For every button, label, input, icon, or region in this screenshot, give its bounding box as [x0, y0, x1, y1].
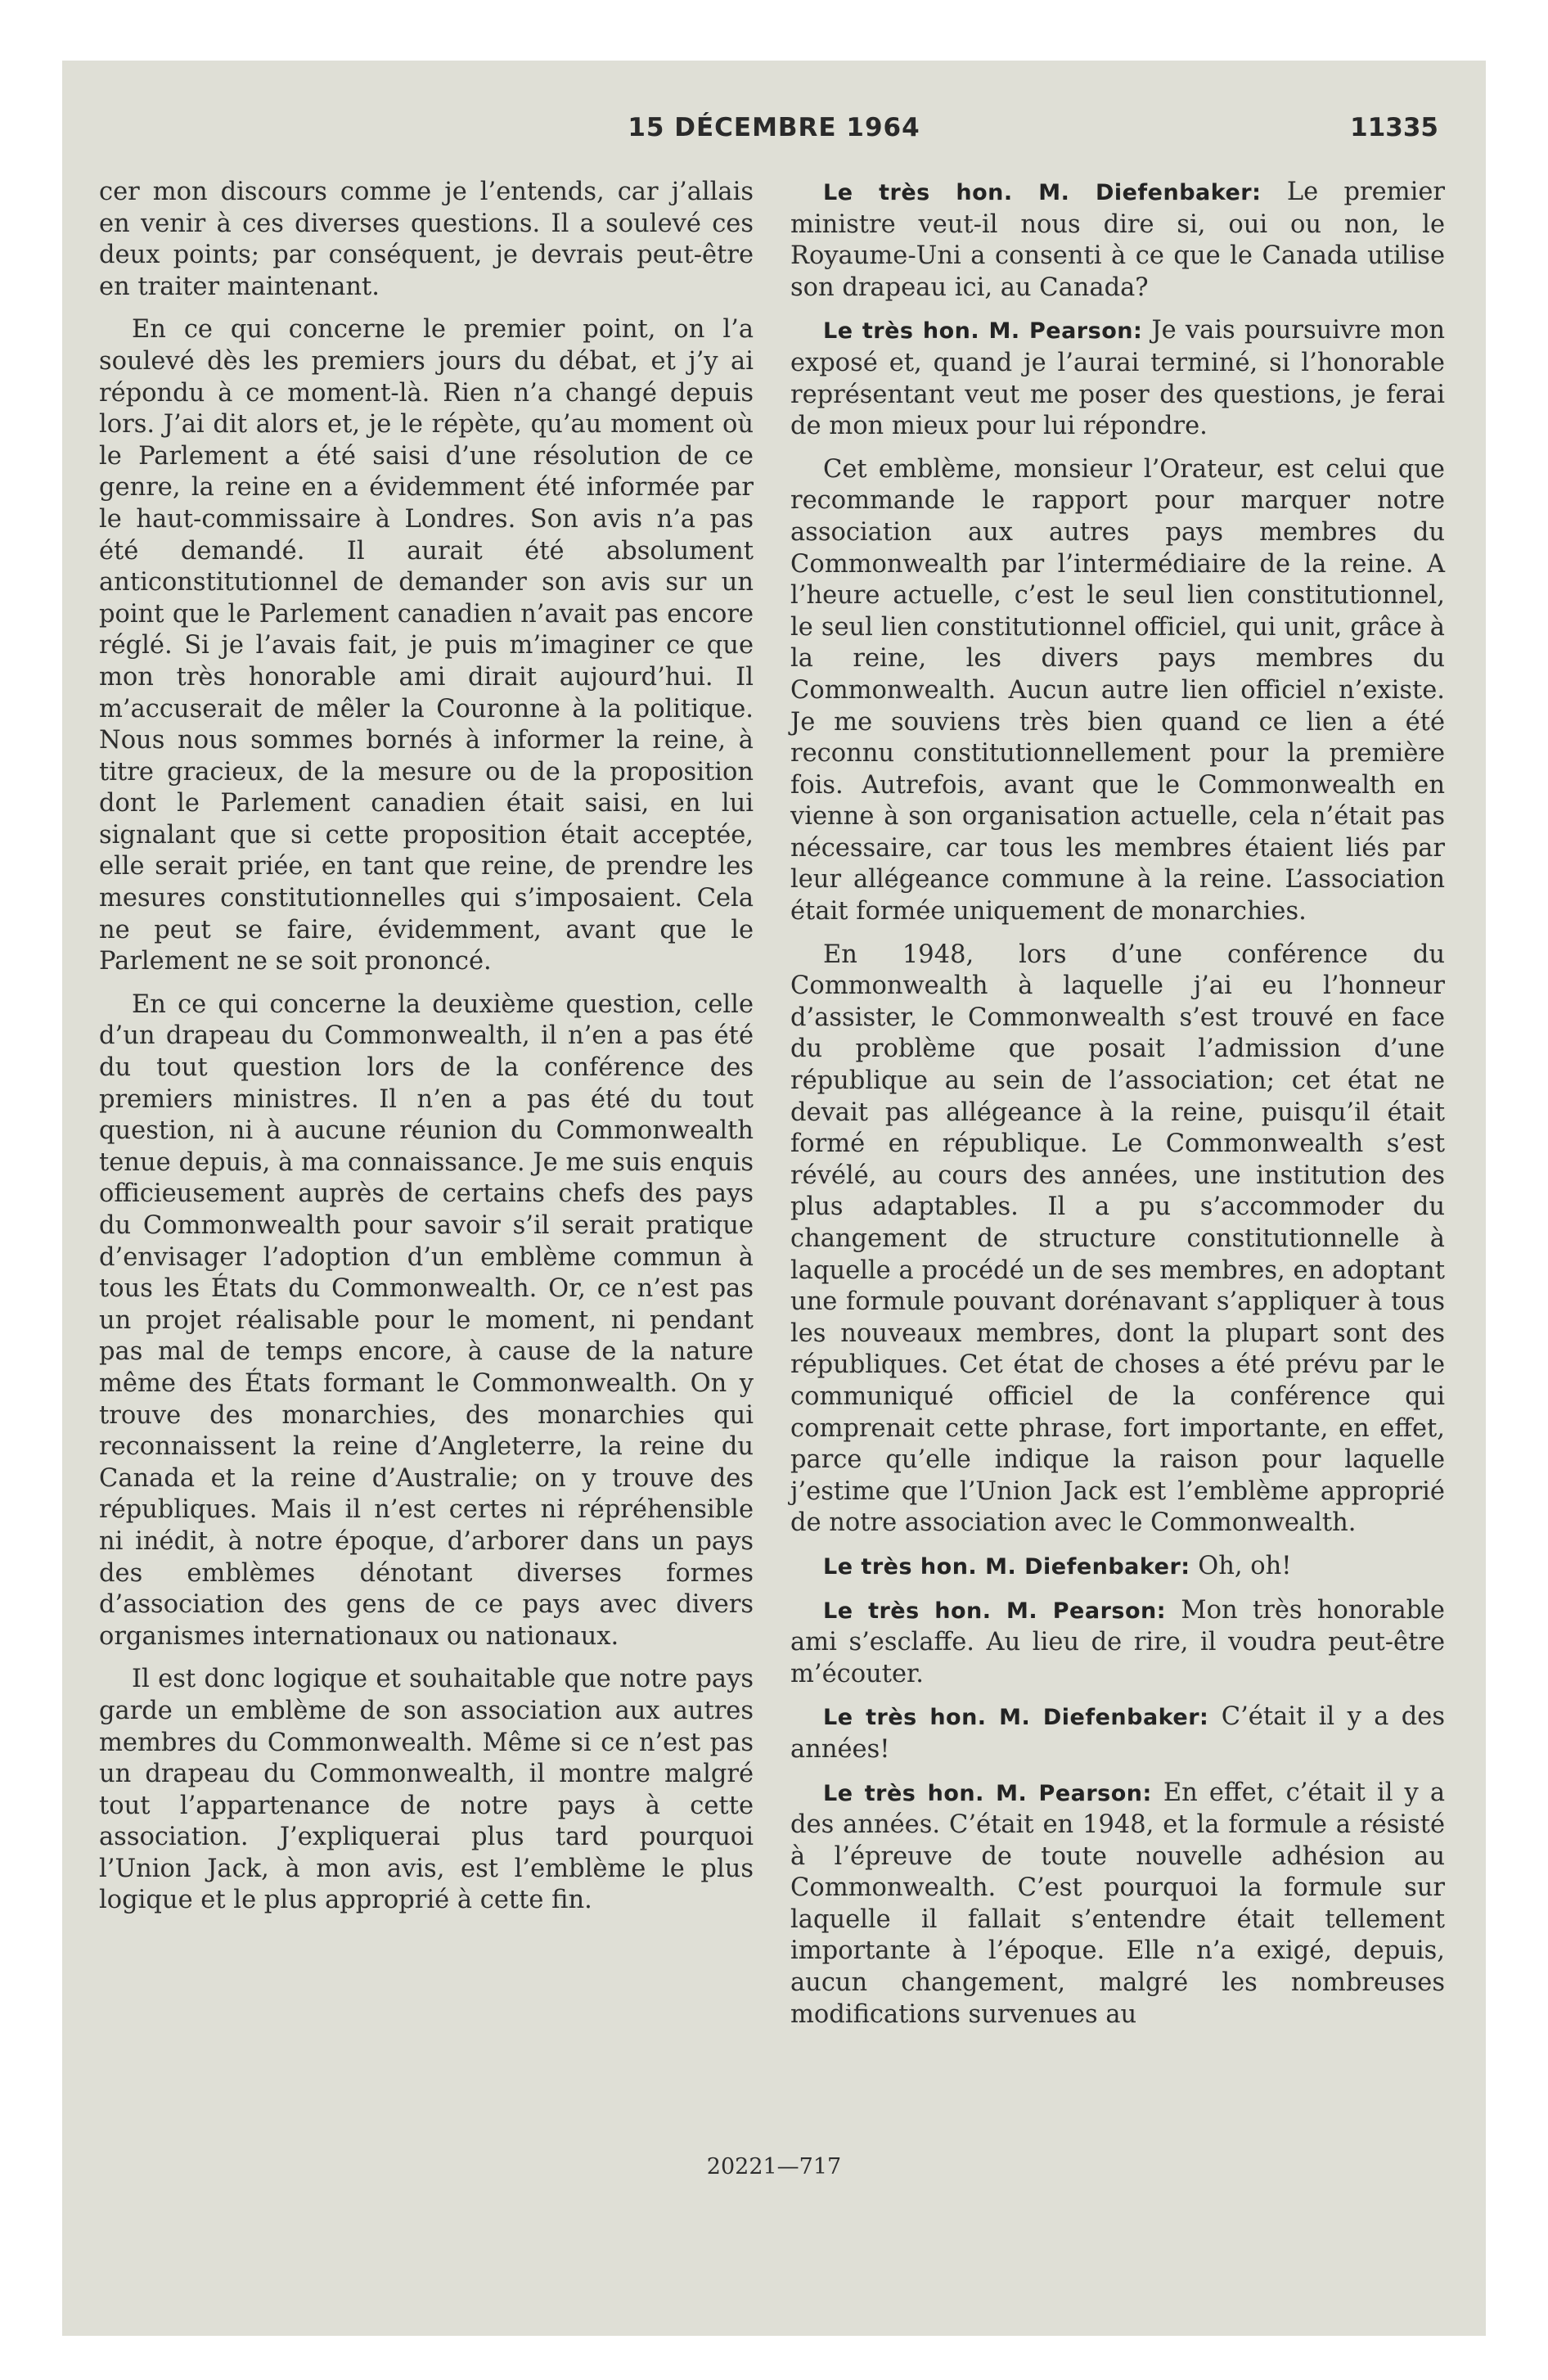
speech-paragraph	[790, 177, 1445, 304]
speaker-name: Le très hon. M. Pearson:	[823, 1780, 1152, 1806]
speech-text: Le premier ministre veut-il nous dire si, oui ou non, le Royaume-Uni a consenti à ce que le Canada utilise son drapeau ici, au Canada?	[790, 178, 1445, 302]
scanned-page	[62, 61, 1486, 2336]
speaker-name: Le très hon. M. Pearson:	[823, 318, 1143, 345]
speech-text: Mon très honorable ami s’esclaffe. Au lieu de rire, il voudra peut-être m’écouter.	[790, 1595, 1445, 1688]
page-footer-code: 20221—717	[706, 2154, 842, 2179]
speech-text: En effet, c’était il y a des années. C’était en 1948, et la formule a résisté à l’épreuve de toute nouvelle adhésion au Commonwealth. C’est pourquoi la formule sur laquelle il fallait s’entendre était tellement importante à l’époque. Elle n’a exigé, depuis, aucun changement, malgré les nombreuses modifications survenues au	[790, 1778, 1446, 2029]
speech-text: Cet emblème, monsieur l’Orateur, est celui que recommande le rapport pour marquer notre association aux autres pays membres du Commonwealth par l’intermédiaire de la reine. A l’heure actuelle, c’est le seul lien constitutionnel, le seul lien constitutionnel officiel, qui unit, grâce à la reine, les divers pays membres du Commonwealth. Aucun autre lien officiel n’existe. Je me souviens très bien quand ce lien a été reconnu constitutionnellement pour la première fois. Autrefois, avant que le Commonwealth en vienne à son organisation actuelle, cela n’était pas nécessaire, car tous les membres étaient liés par leur allégeance commune à la reine. L’association était formée uniquement de monarchies.	[790, 454, 1445, 926]
paragraph: En ce qui concerne le premier point, on l’a soulevé dès les premiers jours du débat, et j’y ai répondu à ce moment-là. Rien n’a changé depuis lors. J’ai dit alors et, je le répète, qu’au moment où le Parlement a été saisi d’une résolution de ce genre, la reine en a évidemment été informée par le haut-commissaire à Londres. Son avis n’a pas été demandé. Il aurait été absolument anticonstitutionnel de demander son avis sur un point que le Parlement canadien n’avait pas encore réglé. Si je l’avais fait, je puis m’imaginer ce que mon très honorable ami dirait aujourd’hui. Il m’accuserait de mêler la Couronne à la politique. Nous nous sommes bornés à informer la reine, à titre gracieux, de la mesure ou de la proposition dont le Parlement canadien était saisi, en lui signalant que si cette proposition était acceptée, elle serait priée, en tant que reine, de prendre les mesures constitutionnelles qui s’imposaient. Cela ne peut se faire, évidemment, avant que le Parlement ne se soit prononcé.	[99, 315, 754, 976]
speech-text: Je vais poursuivre mon exposé et, quand je l’aurai terminé, si l’honorable représentant veut me poser des questions, je ferai de mon mieux pour lui répondre.	[790, 316, 1445, 441]
right-column	[790, 177, 1445, 2042]
page-number: 11335	[1350, 113, 1438, 142]
paragraph	[790, 454, 1445, 928]
speaker-name: Le très hon. M. Pearson:	[823, 1598, 1167, 1624]
paragraph: cer mon discours comme je l’entends, car j’allais en venir à ces diverses questions. Il a soulevé ces deux points; par conséquent, je devrais peut-être en traiter maintenant.	[99, 178, 754, 301]
paragraph: En ce qui concerne la deuxième question, celle d’un drapeau du Commonwealth, il n’en a pas été du tout question lors de la conférence des premiers ministres. Il n’en a pas été du tout question, ni à aucune réunion du Commonwealth tenue depuis, à ma connaissance. Je me suis enquis officieusement auprès de certains chefs des pays du Commonwealth pour savoir s’il serait pratique d’envisager l’adoption d’un emblème commun à tous les États du Commonwealth. Or, ce n’est pas un projet réalisable pour le moment, ni pendant pas mal de temps encore, à cause de la nature même des États formant le Commonwealth. On y trouve des monarchies, des monarchies qui reconnaissent la reine d’Angleterre, la reine du Canada et la reine d’Australie; on y trouve des républiques. Mais il n’est certes ni répréhensible ni inédit, à notre époque, d’arborer dans un pays des emblèmes dénotant diverses formes d’association des gens de ce pays avec divers organismes internationaux ou nationaux.	[99, 989, 754, 1651]
speech-text: Oh, oh!	[1198, 1551, 1292, 1580]
paragraph	[790, 940, 1445, 1539]
speech-paragraph	[790, 1551, 1445, 1584]
speech-paragraph	[790, 1702, 1445, 1765]
left-column	[99, 177, 754, 1928]
paragraph: Il est donc logique et souhaitable que notre pays garde un emblème de son association aux autres membres du Commonwealth. Même si ce n’est pas un drapeau du Commonwealth, il montre malgré tout l’appartenance de notre pays à cette association. J’expliquerai plus tard pourquoi l’Union Jack, à mon avis, est l’emblème le plus logique et le plus approprié à cette fin.	[99, 1665, 754, 1915]
speaker-name: Le très hon. M. Diefenbaker:	[823, 1553, 1190, 1580]
speech-paragraph	[790, 1778, 1445, 2031]
header-date: 15 DÉCEMBRE 1964	[628, 113, 920, 142]
page-header	[62, 113, 1486, 154]
speech-paragraph	[790, 1595, 1445, 1691]
speech-text: En 1948, lors d’une conférence du Commonwealth à laquelle j’ai eu l’honneur d’assister, le Commonwealth s’est trouvé en face du problème que posait l’admission d’une république au sein de l’association; cet état ne devait pas allégeance à la reine, puisqu’il était formé en république. Le Commonwealth s’est révélé, au cours des années, une institution des plus adaptables. Il a pu s’accommoder du changement de structure constitutionnelle à laquelle a procédé un de ses membres, en adoptant une formule pouvant dorénavant s’appliquer à tous les nouveaux membres, dont la plupart sont des républiques. Cet état de choses a été prévu par le communiqué officiel de la conférence qui comprenait cette phrase, fort importante, en effet, parce qu’elle indique la raison pour laquelle j’estime que l’Union Jack est l’emblème approprié de notre association avec le Commonwealth.	[790, 940, 1445, 1538]
speaker-name: Le très hon. M. Diefenbaker:	[823, 1705, 1209, 1731]
speech-text: C’était il y a des années!	[790, 1702, 1445, 1764]
speech-paragraph	[790, 315, 1445, 442]
speaker-name: Le très hon. M. Diefenbaker:	[823, 180, 1262, 205]
